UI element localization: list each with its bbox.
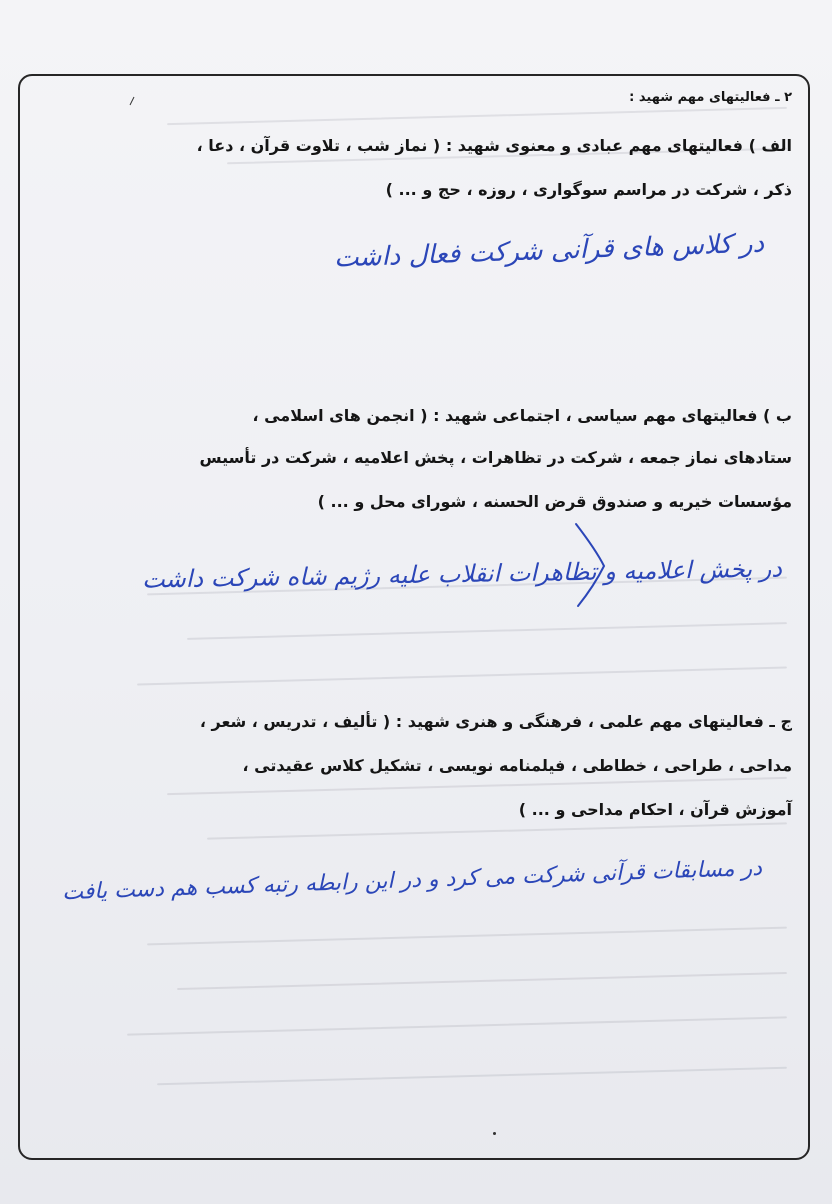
section-b-line-1: ب ) فعالیتهای مهم سیاسی ، اجتماعی شهید : ( انجمن های اسلامی ،	[252, 406, 792, 425]
section-b-line-2: ستادهای نماز جمعه ، شرکت در تظاهرات ، پخش اعلامیه ، شرکت در تأسیس	[199, 448, 792, 467]
section-b-handwritten-answer: در پخش اعلامیه و تظاهرات انقلاب علیه رژیم شاه شرکت داشت	[141, 554, 783, 594]
bottom-dot-mark	[493, 1132, 496, 1135]
section-c-handwritten-answer: در مسابقات قرآنی شرکت می کرد و در این رابطه رتبه کسب هم دست یافت	[61, 855, 763, 906]
section-c-line-1: ج ـ فعالیتهای مهم علمی ، فرهنگی و هنری شهید : ( تألیف ، تدریس ، شعر ،	[199, 712, 792, 731]
section-c-line-2: مداحی ، طراحی ، خطاطی ، فیلمنامه نویسی ، تشکیل کلاس عقیدتی ،	[242, 756, 792, 775]
section-a-line-2: ذکر ، شرکت در مراسم سوگواری ، روزه ، حج و ... )	[385, 180, 792, 199]
section-heading: ۲ ـ فعالیتهای مهم شهید :	[629, 90, 792, 105]
section-a-line-1: الف ) فعالیتهای مهم عبادی و معنوی شهید : ( نماز شب ، تلاوت قرآن ، دعا ،	[196, 136, 792, 155]
section-a-handwritten-answer: در کلاس های قرآنی شرکت فعال داشت	[333, 228, 765, 274]
section-b-line-3: مؤسسات خیریه و صندوق قرض الحسنه ، شورای محل و ... )	[317, 492, 792, 511]
pen-tick-mark	[128, 96, 136, 106]
section-c-line-3: آموزش قرآن ، احکام مداحی و ... )	[518, 800, 792, 819]
